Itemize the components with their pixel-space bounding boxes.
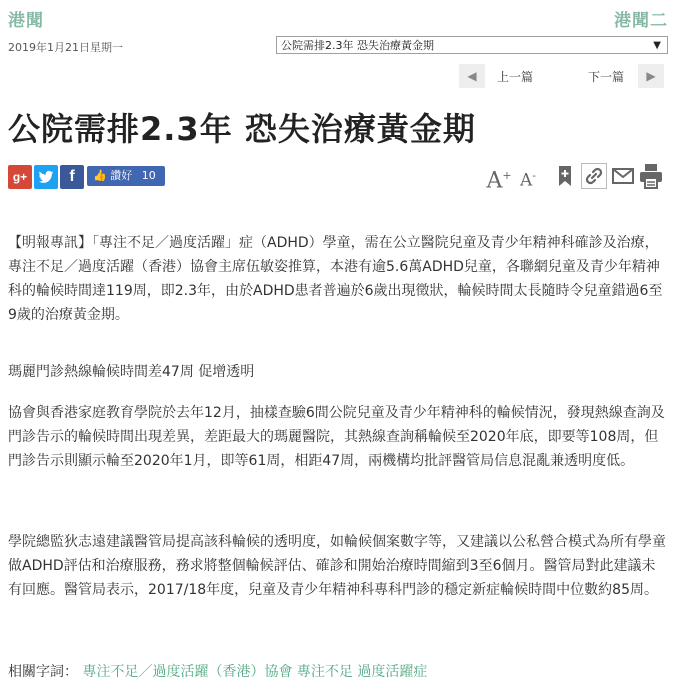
font-increase-glyph: A [486, 168, 503, 194]
article-paragraph: 協會與香港家庭教育學院於去年12月，抽樣查驗6間公院兒童及青少年精神科的輪候情況，發現熱線查詢及門診告示的輪候時間出現差異，差距最大的瑪麗醫院，其熱線查詢稱輪候至2020年底，即要等108周，但門診告示則顯示輪至2020年1月，即等61周，相距47周，兩機構均批評醫管局信息混亂兼透明度低。 [8, 405, 665, 469]
meta-row [8, 36, 668, 58]
chevron-right-icon: ▶ [646, 69, 656, 83]
article-nav [0, 64, 676, 88]
article-body [8, 231, 668, 598]
link-icon [582, 164, 606, 188]
like-count: 10 [141, 169, 156, 182]
related-tags [8, 661, 427, 681]
next-article-link[interactable]: 下一篇 [588, 70, 625, 84]
section-header [8, 6, 668, 31]
section-link-left[interactable]: 港聞 [8, 11, 44, 31]
print-button[interactable] [639, 163, 663, 189]
thumbs-up-icon: 👍 [93, 169, 107, 182]
article-paragraph: 【明報專訊】「專注不足／過度活躍」症（ADHD）學童，需在公立醫院兒童及青少年精神科確診及治療，專注不足／過度活躍（香港）協會主席伍敏姿推算，本港有逾5.6萬ADHD兒童，各聯網兒童及青少年精神科的輪候時間達119周，即2.3年，由於ADHD患者普遍於6歲出現徵狀，輪候時間太長隨時令兒童錯過6至9歲的治療黃金期。 [8, 235, 663, 323]
tag-link[interactable]: 專注不足 [296, 664, 353, 680]
caret-down-icon: ▼ [653, 40, 661, 51]
prev-article-link[interactable]: 上一篇 [497, 70, 534, 84]
article-select-value: 公院需排2.3年 恐失治療黃金期 [281, 39, 434, 52]
related-tags-label: 相關字詞： [8, 664, 78, 680]
prev-article-button[interactable] [459, 64, 485, 88]
article-headline: 公院需排2.3年 恐失治療黃金期 [8, 110, 476, 148]
tag-link[interactable]: 專注不足／過度活躍（香港）協會 [82, 664, 293, 680]
tag-link[interactable]: 過度活躍症 [357, 664, 428, 680]
mail-icon [612, 168, 634, 184]
font-increase-button[interactable] [486, 160, 512, 192]
bookmark-button[interactable] [557, 166, 573, 186]
facebook-icon: f [69, 168, 75, 185]
printer-icon [639, 163, 663, 189]
article-select-dropdown[interactable] [276, 36, 668, 54]
email-share-button[interactable] [612, 168, 634, 184]
article-subheading: 瑪麗門診熱線輪候時間差47周 促增透明 [8, 364, 255, 380]
google-plus-icon: g+ [12, 170, 28, 184]
article-date: 2019年1月21日星期一 [8, 41, 123, 54]
article-tools [0, 160, 676, 194]
chevron-left-icon: ◀ [467, 69, 477, 83]
article-paragraph: 學院總監狄志遠建議醫管局提高該科輪候的透明度，如輪候個案數字等，又建議以公私營合模式為所有學童做ADHD評估和治療服務，務求將整個輪候評估、確診和開始治療時間縮到3至6個月。醫管局對此建議未有回應。醫管局表示，2017/18年度，兒童及青少年精神科專科門診的穩定新症輪候時間中位數約85周。 [8, 534, 666, 598]
copy-link-button[interactable] [581, 163, 607, 189]
font-decrease-sup: - [532, 169, 536, 182]
font-increase-sup: + [502, 169, 512, 182]
next-article-button[interactable] [638, 64, 664, 88]
like-label: 讚好 [110, 169, 133, 182]
font-decrease-glyph: A [520, 170, 533, 191]
bookmark-icon [557, 166, 573, 186]
section-link-right[interactable]: 港聞二 [614, 11, 668, 31]
font-decrease-button[interactable] [517, 160, 539, 192]
